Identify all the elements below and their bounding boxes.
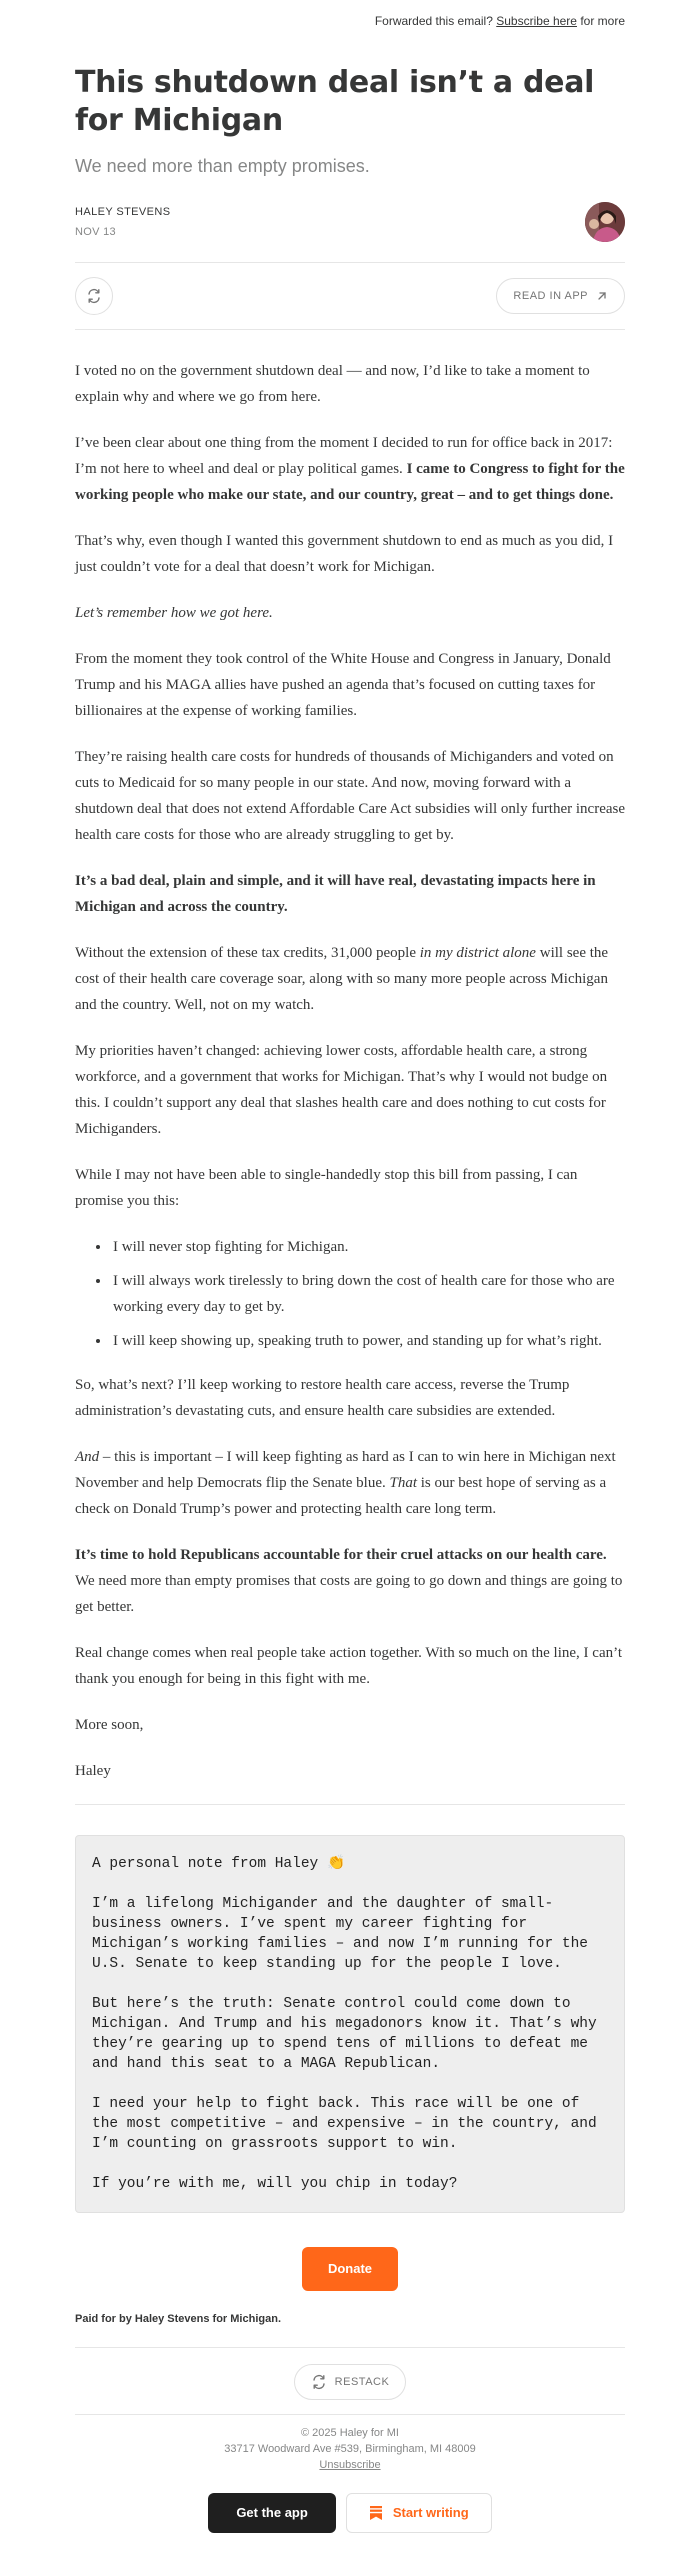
arrow-up-right-icon xyxy=(596,290,608,302)
byline xyxy=(75,202,625,242)
paragraph: Real change comes when real people take action together. With so much on the line, I can’t thank you enough for being in this fight with me. xyxy=(75,1645,622,1687)
paid-for-disclaimer: Paid for by Haley Stevens for Michigan. xyxy=(75,2313,625,2348)
paragraph-text: We need more than empty promises that costs are going to go down and things are going to get better. xyxy=(75,1573,623,1615)
paragraph: From the moment they took control of the White House and Congress in January, Donald Trump and his MAGA allies have pushed an agenda that’s focused on cutting taxes for billionaires at the expense of working families. xyxy=(75,651,611,719)
forwarded-text: Forwarded this email? xyxy=(374,14,493,28)
note-paragraph: If you’re with me, will you chip in today? xyxy=(92,2176,458,2192)
forwarded-banner xyxy=(0,0,700,38)
footer-address: 33717 Woodward Ave #539, Birmingham, MI 48009 xyxy=(224,2443,476,2455)
post-title[interactable]: This shutdown deal isn’t a deal for Michigan xyxy=(75,65,595,138)
sign-off: More soon, xyxy=(75,1717,144,1733)
divider xyxy=(75,1804,625,1805)
paragraph-text: will see the cost of their health care coverage soar, along with so many more people across Michigan and the country. Well, not on my watch. xyxy=(75,945,609,1013)
paragraph-text: – this is important – I will keep fighting as hard as I can to win here in Michigan next November and help Democrats flip the Senate blue. xyxy=(75,1449,616,1491)
author-avatar[interactable] xyxy=(585,202,625,242)
paragraph: So, what’s next? I’ll keep working to restore health care access, reverse the Trump administration’s devastating cuts, and ensure health care subsidies are extended. xyxy=(75,1377,570,1419)
donate-section xyxy=(0,2247,700,2291)
note-paragraph: But here’s the truth: Senate control could come down to Michigan. And Trump and his megadonors know it. That’s why they’re gearing up to spend tens of millions to defeat me and hand this seat to a MAGA Republican. xyxy=(92,1996,597,2072)
restack-button[interactable] xyxy=(294,2364,407,2400)
restack-label: RESTACK xyxy=(334,2376,390,2388)
paragraph-italic: Let’s remember how we got here. xyxy=(75,605,273,621)
note-heading: A personal note from Haley 👏 xyxy=(92,1856,345,1872)
post-header xyxy=(0,38,700,330)
personal-note-block xyxy=(75,1835,625,2213)
promise-list xyxy=(111,1234,625,1354)
paragraph-bold: It’s a bad deal, plain and simple, and it will have real, devastating impacts here in Michigan and across the country. xyxy=(75,873,596,915)
start-writing-label: Start writing xyxy=(392,2505,469,2520)
restack-icon xyxy=(86,288,102,304)
bookmark-icon xyxy=(369,2505,383,2521)
paragraph-text: Without the extension of these tax credits, 31,000 people xyxy=(75,945,416,961)
paragraph-bold-text: I came to Congress to fight for the working people who make our state, and our country, great – and to get things done. xyxy=(75,461,625,503)
donate-button[interactable]: Donate xyxy=(302,2247,398,2291)
list-item: • I will never stop fighting for Michigan. xyxy=(111,1234,625,1260)
note-paragraph: I need your help to fight back. This race will be one of the most competitive – and expensive – in the country, and I’m counting on grassroots support to win. xyxy=(92,2096,597,2152)
paragraph: They’re raising health care costs for hundreds of thousands of Michiganders and voted on cuts to Medicaid for so many people in our state. And now, moving forward with a shutdown deal that does not extend Affordable Care Act subsidies will only further increase health care costs for those who are already struggling to get by. xyxy=(75,749,626,843)
restack-button-top[interactable] xyxy=(75,277,113,315)
paragraph: I voted no on the government shutdown deal — and now, I’d like to take a moment to explain why and where we go from here. xyxy=(75,363,590,405)
post-date: NOV 13 xyxy=(75,226,116,238)
read-in-app-label: READ IN APP xyxy=(513,290,588,302)
restack-icon xyxy=(311,2374,327,2390)
unsubscribe-link[interactable]: Unsubscribe xyxy=(319,2459,381,2471)
subscribe-link[interactable]: Subscribe here xyxy=(496,14,577,28)
list-item: • I will keep showing up, speaking truth to power, and standing up for what’s right. xyxy=(111,1328,625,1354)
app-promo-row xyxy=(0,2493,700,2533)
paragraph xyxy=(75,1444,625,1522)
paragraph-italic-text: in my district alone xyxy=(419,945,536,961)
paragraph-bold-text: It’s time to hold Republicans accountable for their cruel attacks on our health care. xyxy=(75,1547,607,1563)
list-item: • I will always work tirelessly to bring down the cost of health care for those who are working every day to get by. xyxy=(111,1268,625,1320)
restack-section xyxy=(0,2364,700,2400)
footer-copyright: © 2025 Haley for MI xyxy=(301,2427,399,2439)
paragraph: My priorities haven’t changed: achieving lower costs, affordable health care, a strong workforce, and a government that works for Michigan. That’s why I would not budge on this. I couldn’t support any deal that slashes health care and does nothing to cut costs for Michiganders. xyxy=(75,1043,608,1137)
paragraph-text: I’ve been clear about one thing from the moment I decided to run for office back in 2017: I’m not here to wheel and deal or play political games. xyxy=(75,435,613,477)
post-subtitle: We need more than empty promises. xyxy=(75,156,370,176)
paragraph-italic-text: That xyxy=(389,1475,417,1491)
start-writing-button[interactable] xyxy=(346,2493,492,2533)
paragraph xyxy=(75,430,625,508)
paragraph-italic-text: And xyxy=(75,1449,100,1465)
get-the-app-button[interactable]: Get the app xyxy=(208,2493,336,2533)
post-actions-bar xyxy=(75,262,625,330)
note-paragraph: I’m a lifelong Michigander and the daughter of small-business owners. I’ve spent my career fighting for Michigan’s working families – and now I’m running for the U.S. Senate to keep standing up for the people I love. xyxy=(92,1896,588,1972)
paragraph: While I may not have been able to single-handedly stop this bill from passing, I can promise you this: xyxy=(75,1167,578,1209)
signature-name: Haley xyxy=(75,1763,111,1779)
forwarded-suffix: for more xyxy=(580,14,625,28)
paragraph xyxy=(75,940,625,1018)
paragraph-text: is our best hope of serving as a check on Donald Trump’s power and protecting health care long term. xyxy=(75,1475,607,1517)
email-footer xyxy=(75,2414,625,2473)
author-name[interactable]: HALEY STEVENS xyxy=(75,206,171,218)
paragraph xyxy=(75,1542,625,1620)
paragraph: That’s why, even though I wanted this government shutdown to end as much as you did, I just couldn’t vote for a deal that doesn’t work for Michigan. xyxy=(75,533,614,575)
post-body xyxy=(0,330,700,1784)
read-in-app-button[interactable] xyxy=(496,278,625,314)
